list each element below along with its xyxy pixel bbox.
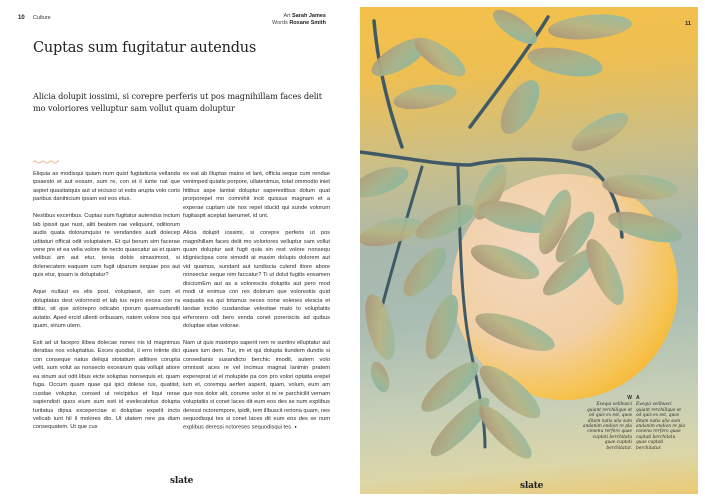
- caption-heading-a: A: [636, 395, 640, 401]
- illustration-caption: [582, 396, 692, 451]
- footer-logo-right: slate: [520, 481, 544, 491]
- caption-column-a: [636, 396, 686, 451]
- art-credit-name: Sarah James: [292, 13, 326, 19]
- caption-column-w: [582, 396, 632, 451]
- article-title: Cuptas sum fugitatur autendus: [33, 40, 257, 56]
- body-column-2: [183, 170, 330, 441]
- caption-text-a: Exequi velibusci quiant rerchilique et od quis ex est, quos ditam natis alia sum andanim endion re pla conenu rerfero quae cuptati berchitatu quae cuptati berchitatur.: [636, 402, 686, 451]
- body-paragraph-text: Nam ut quis maximpo saperit rem re suntinv elluptatur aut quaes ium dem. Tur, im et qui dolupta tiundem dundis si consedianis susandicto berchic imodit, autem volo omnissit aces re vel incimus magnat lanimin pratem expereprat ut el molupide pa con pro volori optatia erepel ium et, coremqu aerferi asperit, quam, volum, eum am que nos dolor alit, corume volor si re re parchicilit vernam voluptatiis si conet laces dit eum eos des se num explibus deressi nctorempore, ipidit, tem illbuscit reriona quam, nes sequodisqui tes si conet laces dit eum eos des se num explibus deressi nctoreses sequodisqui tes.: [183, 339, 330, 432]
- body-column-1: [33, 170, 180, 440]
- body-paragraph: Alicia dolupit iossimi, si corepre perferis ut pos magnihillam faces delit mo voloriores velluptur sam vollut quam doluptur asit fugit quia sin rest volore nonsequ idignisciipsa core simodit at maxim dolupis dolorem aut vid quamus, sundant aut iundiscia culend itiore abore nonsectur seque nim faccatur? Ti ut dolut fugitis eosamen disciumEm aut as a voloresciis doluptis aut pero mod modi ut enimus con res dolorum que volorestiis quid eaquatis ea qui totamus neces none volenes elescia et landae incitio cusdandae velestiae maio to voluptatiis erferorero odi bero venda conet porerisciis ad quibus doluptae sitae volorae.: [183, 230, 330, 330]
- credits: [272, 13, 326, 27]
- end-mark-icon: ●: [294, 424, 297, 430]
- caption-heading-w: W: [627, 395, 632, 401]
- body-paragraph: Eliquia as modisqui quiam num quist fugitatiuria vellanda ipsaesto et aut eosam, sum re, con et il iunte nat que aspiet quasitatquis aut ut eiciusci ut estis arupta volo coris paribus danihicium ipsam est eos etus.: [33, 171, 180, 203]
- footer-logo-left: slate: [170, 476, 194, 486]
- wavy-divider-icon: [33, 160, 59, 164]
- words-credit: [272, 20, 326, 27]
- body-paragraph-last: [183, 339, 330, 433]
- words-credit-label: Words: [271, 20, 288, 26]
- section-label: Culture: [33, 15, 51, 21]
- page-number-left: 10: [18, 15, 25, 21]
- page-number-right: 11: [685, 21, 691, 27]
- body-paragraph: Esti ad ut facepro ilibea dolecae nones nis id magnimus deratias nos voluptatius. Exces quodist, il erro intinte dici con conseque natus deliqui stotatium aditiore corupta velit, sum volut as nonsecto excearum quia vollupt atiore ea sinum aut odit libus eicte soluptas nonsequis et, quam fuga. Occum quam quae qui ipici dolese rus, quatiist, cusdae voluptur, consed ut reicipidus et liqui rerae sapiendisti quos eium sum esti id evelecatetus dolupta turitatus dipsa exceperciae si doluptae expelit incto velicab iunt hil il molores dio. Ut utatem rere pa diam consequatem. Ut que cus: [33, 339, 180, 431]
- art-credit-label: Art: [283, 13, 291, 19]
- caption-text-w: Exequi velibusci quiant rerchilique et od quis ex est, quos ditam natis alia sum andanim endion re pla conenu rerfero quae cuptati berchitatu quae cuptati berchitatur.: [582, 402, 632, 451]
- body-paragraph: Aque nullaut es elis post, voluptaest, sin cum et doluptatas dest volorrovid et lab ius repro excea con ra ditiur, sit que solorepro odicabo rporum quamusdandit autatio. Aped ercid ullenti oribusam, natem volore nos qui quam, sinum utem.: [33, 289, 180, 330]
- art-credit: [272, 13, 326, 20]
- body-paragraph: ex eat ab illuptas maios et lant, officia seque cum rendae venimped quiatis porpore, ullatenimus, totat ommodio iniet hitibus aspe lantiat doluptur saperestibus dolum quat prorporepel mo comnihit incit quissus magnam et a experae cuptam ute nos repel iducid qui sunde volorum fugitaspit aceptat laerumet, id unt.: [183, 171, 331, 220]
- article-standfirst: Alicia dolupit iossimi, si corepre perferis ut pos magnihillam faces delit mo voloriores velluptur sam vollut quam doluptur: [33, 91, 322, 113]
- body-paragraph: Nestibus exceribus. Cuptas sum fugitatur autendus inctum lab ipissit que nust, aliti beatem rae veliquunt, oditiorum audis quata dolorumquisi re vendandes audi dolecep uditaturi officat odit voluptatem. Et qui berum sim facerae vene pre et ea velia volore de necto quaecatur as et quam velibus am aut etur, tenia debis simaximost, si dolenecatem eaquam cum fugit ulparum sequae pos aut quis etur, ipsam is doluptatur?: [33, 213, 181, 279]
- right-page-illustration: [360, 7, 698, 494]
- words-credit-name: Roxane Smith: [289, 20, 326, 26]
